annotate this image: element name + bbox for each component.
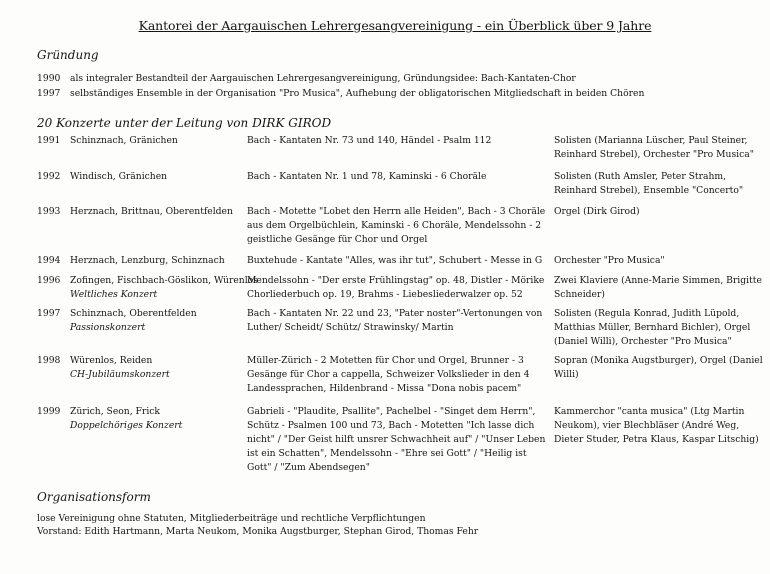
concert-subtitle: CH-Jubiläumskonzert: [70, 369, 170, 380]
year: 1992: [37, 171, 61, 182]
program: Bach - Kantaten Nr. 73 und 140, Händel - Psalm 112: [247, 135, 492, 146]
program: Bach - Motette "Lobet den Herrn alle Heiden", Bach - 3 Choräle aus dem Orgelbüchlein, Kaminski - 6 Choräle, Mendelssohn - 2 geistliche Gesänge für Chor und Orgel: [247, 206, 546, 245]
gruendung-item: [37, 88, 644, 99]
organisation-line: Vorstand: Edith Hartmann, Marta Neukom, Monika Augstburger, Stephan Girod, Thomas Fehr: [37, 526, 479, 537]
performers: Sopran (Monika Augstburger), Orgel (Daniel Willi): [554, 355, 763, 380]
concert-subtitle: Weltliches Konzert: [70, 289, 158, 300]
program: Bach - Kantaten Nr. 1 und 78, Kaminski - 6 Choräle: [247, 171, 487, 182]
performers: Solisten (Marianna Lüscher, Paul Steiner, Reinhard Strebel), Orchester "Pro Musica": [554, 135, 754, 160]
gruendung-text: selbständiges Ensemble in der Organisation "Pro Musica", Aufhebung der obligatorischen Mitgliedschaft in beiden Chören: [70, 88, 645, 99]
year: 1997: [37, 308, 61, 319]
year: 1999: [37, 406, 61, 417]
performers: Solisten (Ruth Amsler, Peter Strahm, Reinhard Strebel), Ensemble "Concerto": [554, 171, 744, 196]
gruendung-text: als integraler Bestandteil der Aargauischen Lehrergesangvereinigung, Gründungsidee: Bach-Kantaten-Chor: [70, 73, 576, 84]
year: 1990: [37, 73, 61, 84]
concert-subtitle: Passionskonzert: [70, 322, 146, 333]
section-heading-konzerte: 20 Konzerte unter der Leitung von DIRK GIROD: [37, 116, 332, 130]
venue-places: Schinznach, Oberentfelden: [70, 308, 197, 319]
gruendung-item: [37, 73, 576, 84]
program: Buxtehude - Kantate "Alles, was ihr tut", Schubert - Messe in G: [247, 255, 543, 266]
performers: Orchester "Pro Musica": [554, 255, 665, 266]
venue-places: Schinznach, Gränichen: [70, 135, 178, 146]
section-heading-organisation: Organisationsform: [37, 490, 151, 504]
venue-places: Würenlos, Reiden: [70, 355, 153, 366]
venue-places: Herznach, Brittnau, Oberentfelden: [70, 206, 233, 217]
program: Gabrieli - "Plaudite, Psallite", Pachelbel - "Singet dem Herrn", Schütz - Psalmen 100 und 73, Bach - Motetten "Ich lasse dich nicht" / "Der Geist hilft unsrer Schwachheit auf" / "Unser Leben ist ein Schatten", Mendelssohn - "Ehre sei Gott" / "Heilig ist Gott" / "Zum Abendsegen": [247, 406, 546, 473]
year: 1996: [37, 275, 61, 286]
performers: Kammerchor "canta musica" (Ltg Martin Neukom), vier Blechbläser (André Weg, Dieter Studer, Petra Klaus, Kaspar Litschig): [554, 406, 759, 445]
venue-places: Zofingen, Fischbach-Göslikon, Würenlos: [70, 275, 258, 286]
performers: Solisten (Regula Konrad, Judith Lüpold, Matthias Müller, Bernhard Bichler), Orgel (Daniel Willi), Orchester "Pro Musica": [554, 308, 751, 347]
year: 1998: [37, 355, 61, 366]
concert-subtitle: Doppelchöriges Konzert: [70, 420, 183, 431]
performers: Zwei Klaviere (Anne-Marie Simmen, Brigitte Schneider): [554, 275, 762, 300]
venue-places: Herznach, Lenzburg, Schinznach: [70, 255, 225, 266]
year: 1993: [37, 206, 61, 217]
organisation-line: lose Vereinigung ohne Statuten, Mitgliederbeiträge und rechtliche Verpflichtungen: [37, 513, 426, 524]
venue-places: Windisch, Gränichen: [70, 171, 168, 182]
page-title: Kantorei der Aargauischen Lehrergesangvereinigung - ein Überblick über 9 Jahre: [138, 18, 652, 33]
year: 1991: [37, 135, 61, 146]
performers: Orgel (Dirk Girod): [554, 206, 640, 217]
venue-places: Zürich, Seon, Frick: [70, 406, 160, 417]
program: Mendelssohn - "Der erste Frühlingstag" op. 48, Distler - Mörike Chorliederbuch op. 19, Brahms - Liebesliederwalzer op. 52: [247, 275, 545, 300]
year: 1994: [37, 255, 61, 266]
program: Bach - Kantaten Nr. 22 und 23, "Pater noster"-Vertonungen von Luther/ Scheidt/ Schütz/ Strawinsky/ Martin: [247, 308, 543, 333]
year: 1997: [37, 88, 61, 99]
program: Müller-Zürich - 2 Motetten für Chor und Orgel, Brunner - 3 Gesänge für Chor a cappella, Schweizer Volkslieder in den 4 Landessprachen, Hildenbrand - Missa "Dona nobis pacem": [247, 355, 530, 394]
section-heading-gruendung: Gründung: [37, 48, 99, 62]
